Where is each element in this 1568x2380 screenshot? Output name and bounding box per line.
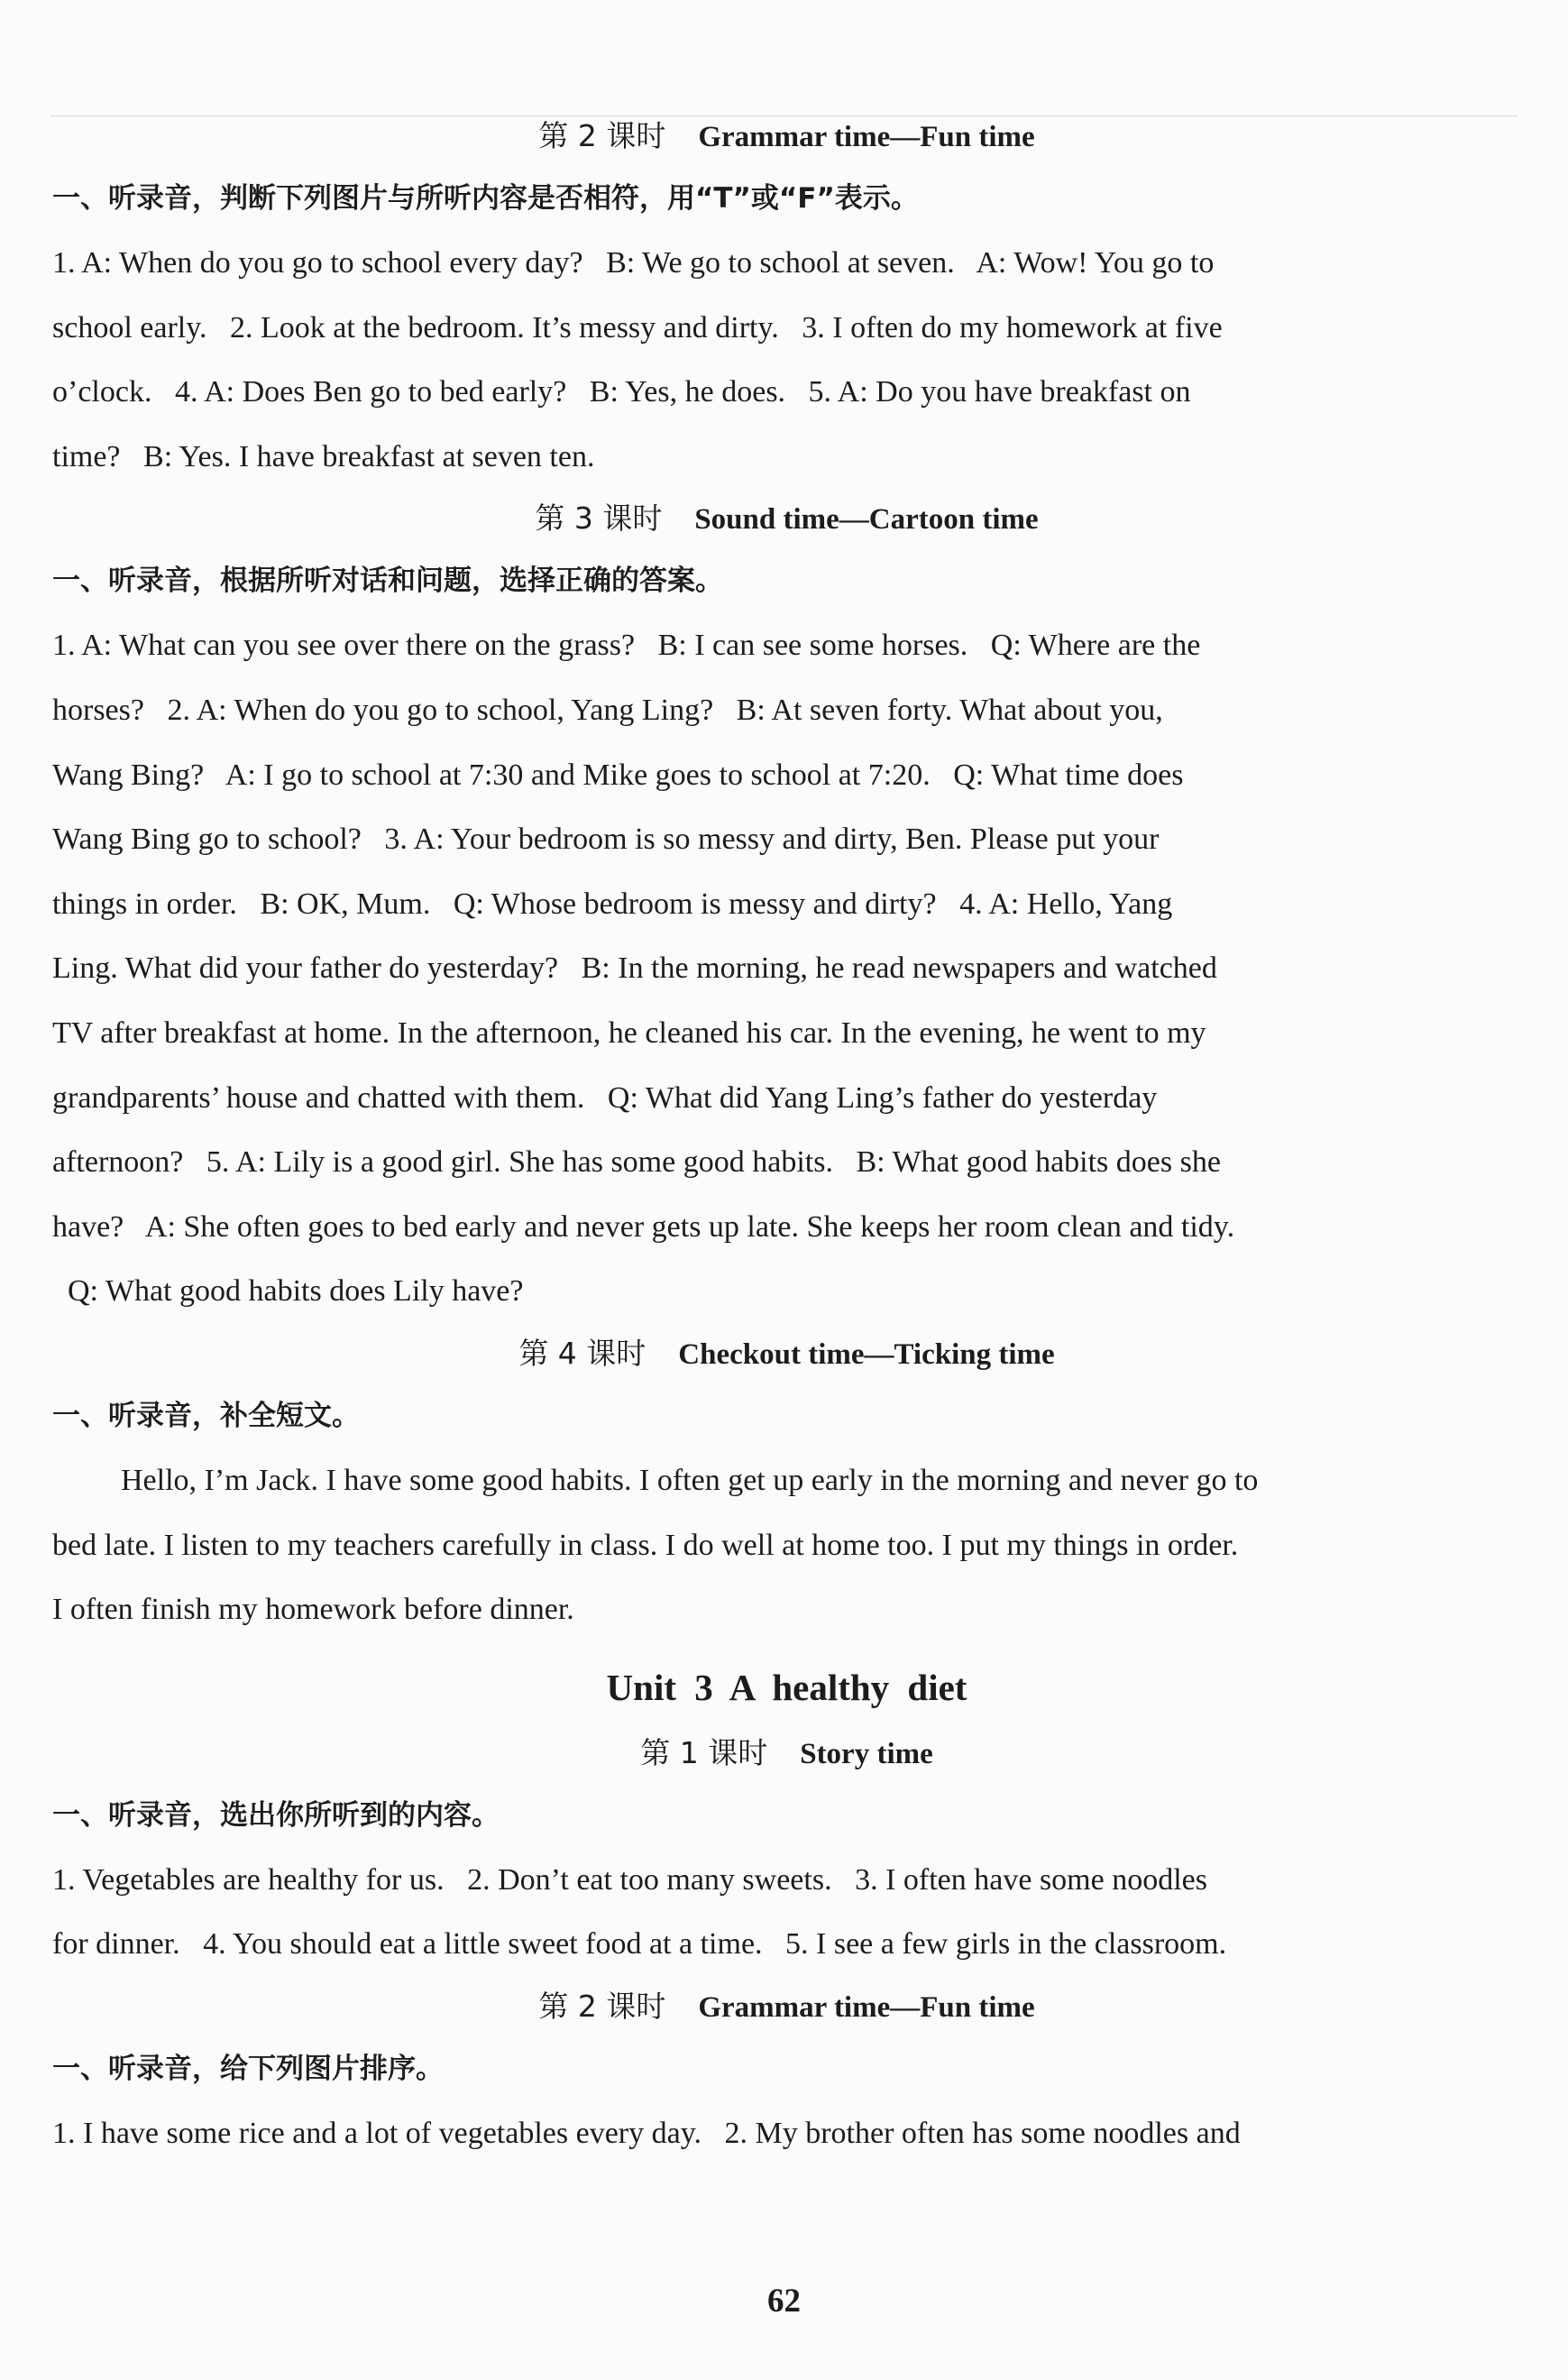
text-line: things in order. B: OK, Mum. Q: Whose bedroom is messy and dirty? 4. A: Hello, Yang (52, 887, 1173, 921)
text-line: 1. A: When do you go to school every day? B: We go to school at seven. A: Wow! You go to (52, 246, 1215, 280)
unit-title: Unit 3 A healthy diet (606, 1666, 967, 1708)
text-line: I often finish my homework before dinner. (52, 1593, 574, 1627)
content (52, 106, 1521, 2165)
text-line: grandparents’ house and chatted with them. Q: What did Yang Ling’s father do yesterday (52, 1080, 1158, 1115)
text-line: 1. I have some rice and a lot of vegetables every day. 2. My brother often has some noodles and (52, 2116, 1241, 2150)
text-line: horses? 2. A: When do you go to school, Yang Ling? B: At seven forty. What about you, (52, 693, 1163, 727)
lesson-number: 第 3 课时 (535, 501, 663, 537)
exercise-instruction: 一、听录音，判断下列图片与所听内容是否相符，用“T”或“F”表示。 (52, 182, 919, 215)
lesson-title: Grammar time—Fun time (698, 121, 1035, 153)
exercise-instruction: 一、听录音，补全短文。 (52, 1399, 360, 1432)
exercise-instruction: 一、听录音，选出你所听到的内容。 (52, 1798, 500, 1832)
text-line: time? B: Yes. I have breakfast at seven ten. (52, 439, 595, 473)
lesson-heading (52, 489, 1521, 548)
text-line: o’clock. 4. A: Does Ben go to bed early? B: Yes, he does. 5. A: Do you have breakfast on (52, 375, 1191, 409)
lesson-heading (52, 1324, 1521, 1383)
page-number: 62 (767, 2283, 801, 2320)
exercise-instruction: 一、听录音，给下列图片排序。 (52, 2052, 444, 2085)
lesson-heading (52, 106, 1521, 166)
lesson-number: 第 4 课时 (518, 1335, 646, 1371)
lesson-number: 第 2 课时 (538, 1988, 666, 2024)
transcript-paragraph (52, 1848, 1521, 1977)
lesson-title: Sound time—Cartoon time (694, 503, 1039, 537)
lesson-number: 第 1 课时 (640, 1734, 768, 1770)
text-line: Wang Bing go to school? 3. A: Your bedroom is so messy and dirty, Ben. Please put your (52, 822, 1160, 857)
text-line: Wang Bing? A: I go to school at 7:30 and Mike goes to school at 7:20. Q: What time does (52, 758, 1184, 792)
text-line: for dinner. 4. You should eat a little sweet food at a time. 5. I see a few girls in the classroom. (52, 1927, 1227, 1962)
text-line: Q: What good habits does Lily have? (52, 1274, 524, 1309)
lesson-heading (52, 1723, 1521, 1783)
text-line: Hello, I’m Jack. I have some good habits. I often get up early in the morning and never go to (121, 1463, 1259, 1497)
transcript-paragraph (52, 2101, 1521, 2166)
lesson-title: Grammar time—Fun time (698, 1990, 1035, 2024)
lesson-number: 第 2 课时 (538, 118, 666, 153)
transcript-paragraph (52, 231, 1521, 489)
text-line: TV after breakfast at home. In the afternoon, he cleaned his car. In the evening, he went to my (52, 1015, 1206, 1050)
lesson-title: Story time (800, 1737, 933, 1770)
transcript-paragraph (52, 613, 1521, 1324)
text-line: 1. Vegetables are healthy for us. 2. Don’t eat too many sweets. 3. I often have some noodles (52, 1862, 1207, 1897)
lesson-title: Checkout time—Ticking time (678, 1337, 1055, 1371)
text-line: Ling. What did your father do yesterday? B: In the morning, he read newspapers and watched (52, 951, 1217, 986)
exercise-instruction: 一、听录音，根据所听对话和问题，选择正确的答案。 (52, 565, 723, 598)
text-line: have? A: She often goes to bed early and never gets up late. She keeps her room clean and tidy. (52, 1209, 1235, 1244)
text-line: bed late. I listen to my teachers carefully in class. I do well at home too. I put my things in order. (52, 1528, 1239, 1562)
text-line: afternoon? 5. A: Lily is a good girl. She has some good habits. B: What good habits does she (52, 1145, 1221, 1180)
lesson-heading (52, 1977, 1521, 2036)
passage-paragraph (52, 1448, 1521, 1642)
text-line: 1. A: What can you see over there on the grass? B: I can see some horses. Q: Where are the (52, 629, 1201, 663)
text-line: school early. 2. Look at the bedroom. It’s messy and dirty. 3. I often do my homework at five (52, 310, 1223, 345)
